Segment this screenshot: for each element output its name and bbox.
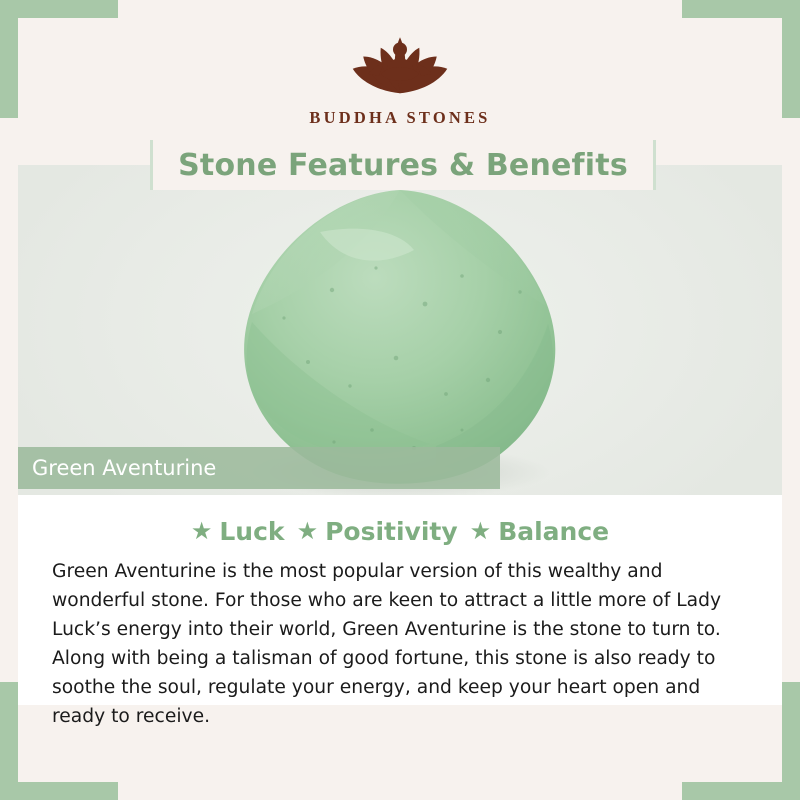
page-title: Stone Features & Benefits	[178, 147, 628, 183]
star-icon: ★	[190, 517, 213, 545]
keyword-list	[18, 495, 782, 546]
stone-name-text: Green Aventurine	[32, 456, 217, 480]
section-title-banner	[150, 140, 656, 190]
corner-frame-top-right-horizontal	[682, 0, 800, 18]
corner-frame-bottom-right-horizontal	[682, 782, 800, 800]
keyword-label: Balance	[498, 517, 610, 546]
description-panel	[18, 495, 782, 727]
star-icon: ★	[469, 517, 492, 545]
keyword-item-balance	[470, 517, 609, 546]
brand-logo-block	[0, 18, 800, 138]
lotus-meditation-icon	[330, 18, 470, 104]
product-photo	[18, 165, 782, 495]
description-text: Green Aventurine is the most popular version of this wealthy and wonderful stone. For those who are keen to attract a little more of Lady Luck’s energy into their world, Green Aventurine is the stone to turn to. Along with being a talisman of good fortune, this stone is also ready to soothe the soul, regulate your energy, and keep your heart open and ready to receive.	[52, 561, 722, 727]
brand-name: BUDDHA STONES	[309, 108, 491, 127]
stone-name-label	[18, 447, 500, 489]
keyword-label: Luck	[219, 517, 285, 546]
keyword-label: Positivity	[325, 517, 458, 546]
corner-frame-bottom-left-horizontal	[0, 782, 118, 800]
corner-frame-top-left-horizontal	[0, 0, 118, 18]
star-icon: ★	[296, 517, 319, 545]
keyword-item-luck	[191, 517, 285, 546]
keyword-item-positivity	[297, 517, 458, 546]
